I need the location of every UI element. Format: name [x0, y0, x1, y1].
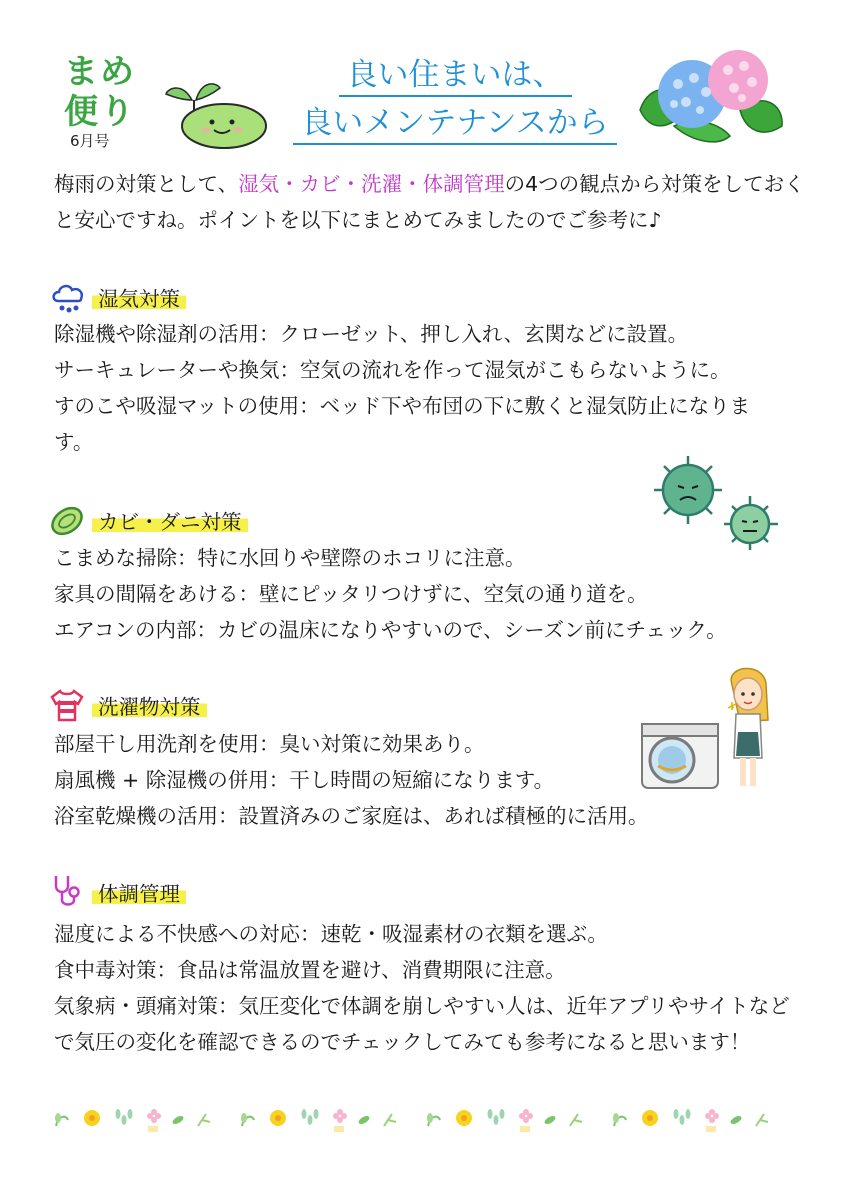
list-item: 部屋干し用洗剤を使用：臭い対策に効果あり。	[54, 732, 485, 756]
list-item: 扇風機 + 除湿機の併用：干し時間の短縮になります。	[54, 768, 555, 792]
laundry-woman-illustration	[636, 662, 776, 792]
intro-highlight: 湿気・カビ・洗濯・体調管理	[238, 172, 505, 196]
newsletter-brand	[64, 52, 136, 132]
title-line-1: 良い住まいは、	[290, 55, 620, 95]
intro-text-after: の4つの観点から対策をしておくと安心ですね。ポイントを以下にまとめてみましたのでご参考に♪	[54, 172, 805, 232]
hydrangea-illustration	[630, 40, 790, 152]
bean-sprout-mascot-icon	[162, 70, 274, 150]
list-item: 気象病・頭痛対策：気圧変化で体調を崩しやすい人は、近年アプリやサイトなどで気圧の変化を確認できるのでチェックしてみても参考になると思います！	[54, 994, 790, 1054]
stethoscope-icon	[48, 872, 86, 910]
list-item: 除湿機や除湿剤の活用：クローゼット、押し入れ、玄関などに設置。	[54, 322, 689, 346]
section-heading-health: 体調管理	[92, 879, 186, 909]
section-heading-mold: カビ・ダニ対策	[92, 507, 248, 537]
list-item: 浴室乾燥機の活用：設置済みのご家庭は、あれば積極的に活用。	[54, 804, 649, 828]
brand-line-1: まめ	[64, 52, 136, 92]
floral-border-decoration	[50, 1100, 810, 1140]
rain-cloud-icon	[50, 279, 88, 317]
title-line-2: 良いメンテナンスから	[290, 103, 620, 143]
intro-paragraph	[54, 166, 814, 238]
mold-spore-icon	[48, 502, 86, 540]
list-item: 湿度による不快感への対応：速乾・吸湿素材の衣類を選ぶ。	[54, 922, 608, 946]
section-body-mold	[54, 540, 814, 648]
section-heading-laundry: 洗濯物対策	[92, 692, 207, 722]
section-body-health	[54, 916, 814, 1060]
list-item: エアコンの内部：カビの温床になりやすいので、シーズン前にチェック。	[54, 618, 727, 642]
list-item: こまめな掃除：特に水回りや壁際のホコリに注意。	[54, 546, 526, 570]
list-item: 家具の間隔をあける：壁にピッタリつけずに、空気の通り道を。	[54, 582, 648, 606]
brand-line-2: 便り	[64, 92, 136, 132]
intro-text-before: 梅雨の対策として、	[54, 172, 239, 196]
tshirt-icon	[48, 686, 86, 724]
section-heading-humidity: 湿気対策	[92, 284, 186, 314]
issue-label: 6月号	[70, 132, 110, 150]
list-item: サーキュレーターや換気：空気の流れを作って湿気がこもらないように。	[54, 358, 731, 382]
list-item: すのこや吸湿マットの使用：ベッド下や布団の下に敷くと湿気防止になります。	[54, 394, 751, 454]
list-item: 食中毒対策：食品は常温放置を避け、消費期限に注意。	[54, 958, 566, 982]
mold-germs-illustration	[650, 452, 785, 552]
section-body-humidity	[54, 316, 814, 460]
